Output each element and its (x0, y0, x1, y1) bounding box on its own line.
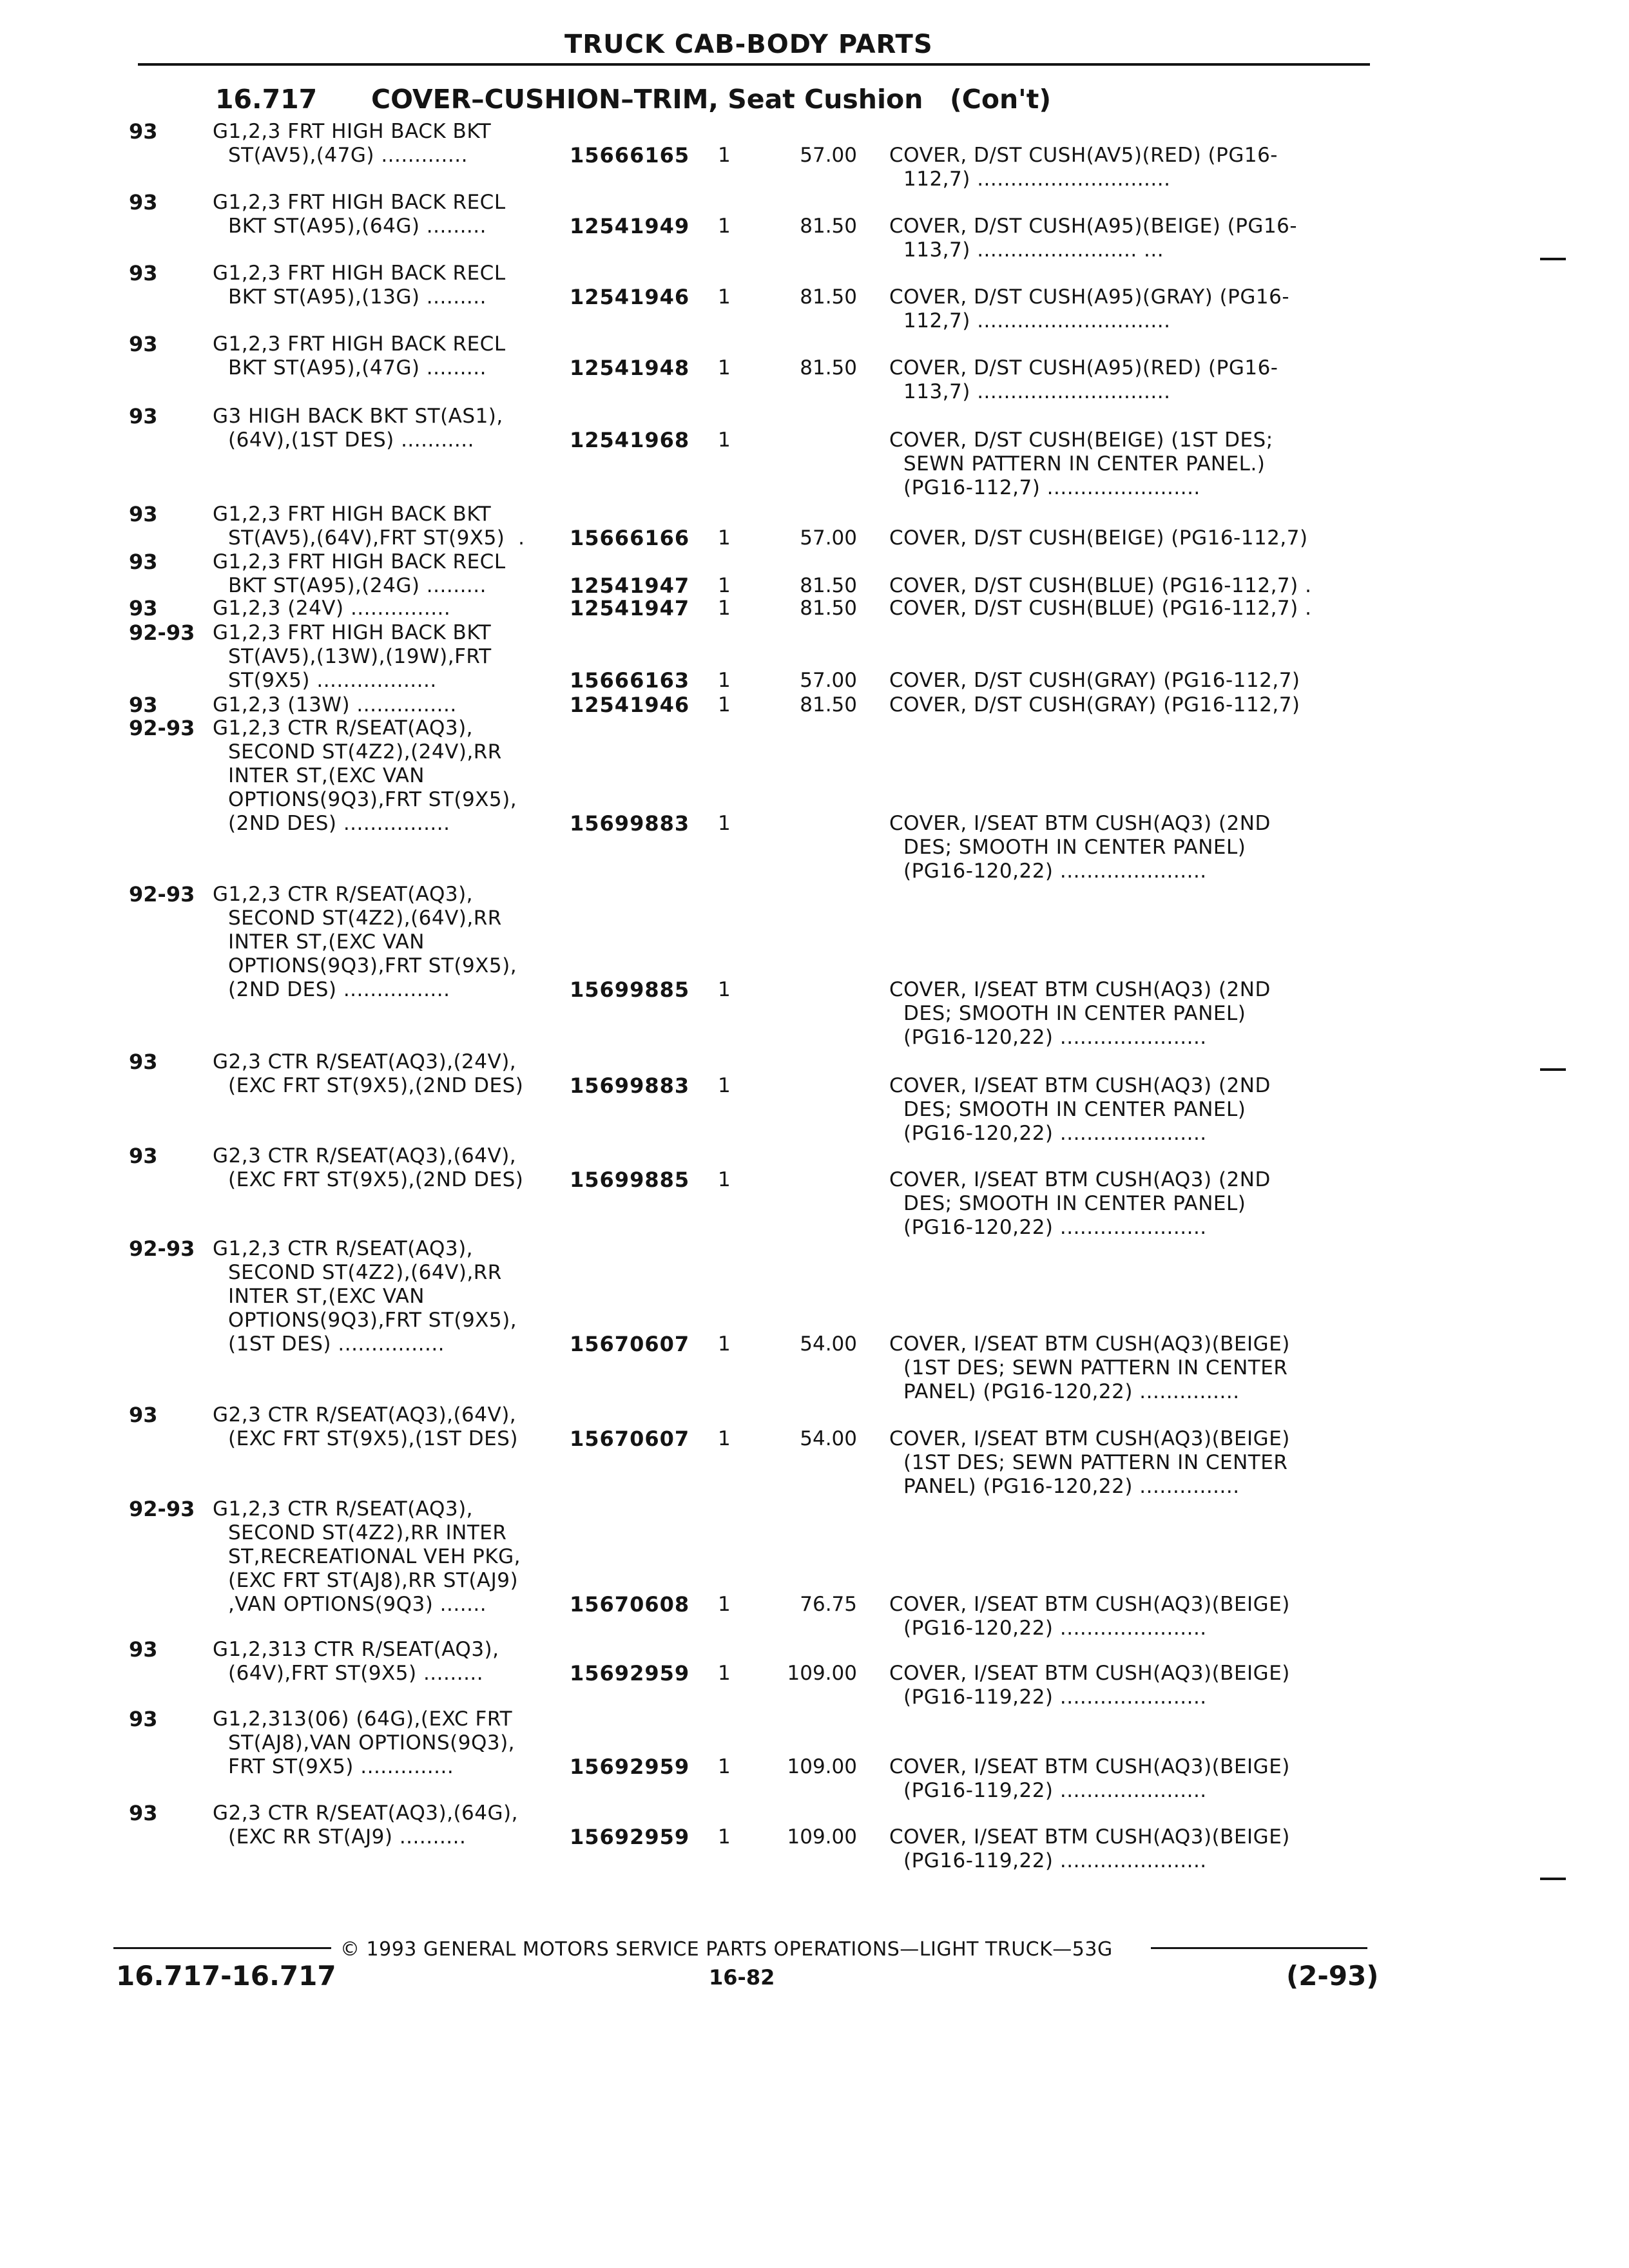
description-line: OPTIONS(9Q3),FRT ST(9X5), (228, 788, 517, 811)
description-line: BKT ST(A95),(64G) ......... (228, 215, 487, 238)
quantity: 1 (718, 215, 731, 238)
margin-change-mark (1540, 1878, 1566, 1880)
part-name-line: COVER, D/ST CUSH(GRAY) (PG16-112,7) (889, 669, 1300, 692)
application-description (213, 1802, 558, 1849)
description-line: (1ST DES) ................ (228, 1332, 445, 1356)
description-line: (EXC FRT ST(9X5),(1ST DES) (228, 1427, 518, 1450)
quantity: 1 (718, 1593, 731, 1616)
part-name (889, 669, 1366, 693)
quantity: 1 (718, 144, 731, 167)
price: 81.50 (800, 285, 857, 309)
model-year: 92-93 (129, 716, 195, 740)
price: 81.50 (800, 693, 857, 716)
description-line: OPTIONS(9Q3),FRT ST(9X5), (228, 954, 517, 977)
description-line: G1,2,3 FRT HIGH BACK BKT (213, 503, 492, 526)
description-line: BKT ST(A95),(47G) ......... (228, 356, 487, 380)
description-line: G1,2,313 CTR R/SEAT(AQ3), (213, 1638, 499, 1661)
application-description (213, 191, 558, 238)
description-line: ,VAN OPTIONS(9Q3) ....... (228, 1593, 487, 1616)
quantity: 1 (718, 978, 731, 1001)
part-number: 15692959 (570, 1825, 690, 1849)
footer-copyright: © 1993 GENERAL MOTORS SERVICE PARTS OPERATIONS—LIGHT TRUCK—53G (340, 1938, 1113, 1961)
description-line: BKT ST(A95),(24G) ......... (228, 574, 487, 597)
description-line: G1,2,3 FRT HIGH BACK RECL (213, 550, 506, 573)
part-name-line: (PG16-120,22) ...................... (903, 860, 1207, 883)
application-description (213, 550, 558, 598)
application-description (213, 1237, 558, 1356)
quantity: 1 (718, 428, 731, 452)
part-name-line: COVER, I/SEAT BTM CUSH(AQ3)(BEIGE) (889, 1755, 1290, 1778)
part-name (889, 526, 1366, 550)
quantity: 1 (718, 356, 731, 380)
description-line: SECOND ST(4Z2),(64V),RR (228, 907, 502, 930)
footer-rule-left (113, 1947, 331, 1949)
description-line: G2,3 CTR R/SEAT(AQ3),(24V), (213, 1050, 517, 1073)
part-name-line: (PG16-112,7) ....................... (903, 476, 1200, 499)
price: 76.75 (800, 1593, 857, 1616)
description-line: INTER ST,(EXC VAN (228, 764, 425, 787)
part-name-line: COVER, D/ST CUSH(GRAY) (PG16-112,7) (889, 693, 1300, 716)
price: 81.50 (800, 356, 857, 380)
quantity: 1 (718, 526, 731, 550)
description-line: (64V),FRT ST(9X5) ......... (228, 1662, 484, 1685)
part-number: 15670607 (570, 1332, 690, 1356)
description-line: INTER ST,(EXC VAN (228, 930, 425, 954)
part-name-line: COVER, I/SEAT BTM CUSH(AQ3) (2ND (889, 1168, 1271, 1191)
description-line: G1,2,3 (24V) ............... (213, 597, 451, 620)
part-name-line: COVER, I/SEAT BTM CUSH(AQ3)(BEIGE) (889, 1662, 1290, 1685)
part-name-line: COVER, I/SEAT BTM CUSH(AQ3) (2ND (889, 1074, 1271, 1097)
model-year: 93 (129, 693, 158, 717)
quantity: 1 (718, 1662, 731, 1685)
model-year: 93 (129, 550, 158, 574)
part-name-line: COVER, I/SEAT BTM CUSH(AQ3)(BEIGE) (889, 1427, 1290, 1450)
description-line: ST,RECREATIONAL VEH PKG, (228, 1545, 521, 1568)
application-description (213, 693, 558, 717)
description-line: G1,2,3 FRT HIGH BACK RECL (213, 332, 506, 356)
description-line: G1,2,3 FRT HIGH BACK BKT (213, 120, 492, 143)
quantity: 1 (718, 1755, 731, 1778)
price: 81.50 (800, 597, 857, 620)
part-name (889, 285, 1366, 333)
quantity: 1 (718, 597, 731, 620)
part-name (889, 356, 1366, 404)
description-line: (EXC FRT ST(9X5),(2ND DES) (228, 1168, 524, 1191)
description-line: (2ND DES) ................ (228, 978, 450, 1001)
part-name (889, 1755, 1366, 1803)
application-description (213, 1403, 558, 1451)
description-line: G1,2,3 CTR R/SEAT(AQ3), (213, 1237, 474, 1260)
application-description (213, 1707, 558, 1779)
application-description (213, 120, 558, 168)
description-line: SECOND ST(4Z2),(24V),RR (228, 740, 502, 764)
model-year: 93 (129, 1637, 158, 1662)
part-name-line: (1ST DES; SEWN PATTERN IN CENTER (903, 1451, 1288, 1474)
price: 54.00 (800, 1427, 857, 1450)
quantity: 1 (718, 1825, 731, 1849)
quantity: 1 (718, 669, 731, 692)
part-name-line: COVER, D/ST CUSH(A95)(BEIGE) (PG16- (889, 215, 1298, 238)
part-name (889, 215, 1366, 262)
description-line: BKT ST(A95),(13G) ......... (228, 285, 487, 309)
part-number: 12541949 (570, 214, 690, 238)
part-name (889, 812, 1366, 883)
part-name-line: 113,7) ........................ ... (903, 238, 1164, 262)
description-line: G1,2,3 FRT HIGH BACK BKT (213, 621, 492, 644)
description-line: G1,2,313(06) (64G),(EXC FRT (213, 1707, 513, 1731)
description-line: (EXC FRT ST(9X5),(2ND DES) (228, 1074, 524, 1097)
margin-change-mark (1540, 258, 1566, 260)
section-title: COVER–CUSHION–TRIM, Seat Cushion (371, 84, 923, 115)
model-year: 93 (129, 332, 158, 356)
part-number: 12541947 (570, 596, 690, 620)
part-name-line: COVER, D/ST CUSH(BLUE) (PG16-112,7) . (889, 574, 1312, 597)
part-name-line: COVER, I/SEAT BTM CUSH(AQ3) (2ND (889, 978, 1271, 1001)
part-name-line: (1ST DES; SEWN PATTERN IN CENTER (903, 1356, 1288, 1379)
footer-rule-right (1151, 1947, 1367, 1949)
part-name (889, 1168, 1366, 1240)
price: 57.00 (800, 526, 857, 550)
part-name-line: 112,7) ............................. (903, 309, 1171, 332)
model-year: 92-93 (129, 1497, 195, 1521)
description-line: INTER ST,(EXC VAN (228, 1285, 425, 1308)
description-line: G1,2,3 (13W) ............... (213, 693, 457, 716)
part-name-line: (PG16-120,22) ...................... (903, 1026, 1207, 1049)
part-number: 12541946 (570, 693, 690, 717)
model-year: 93 (129, 1050, 158, 1074)
part-name (889, 597, 1366, 620)
part-name-line: COVER, I/SEAT BTM CUSH(AQ3) (2ND (889, 812, 1271, 835)
part-name-line: PANEL) (PG16-120,22) ............... (903, 1380, 1240, 1403)
quantity: 1 (718, 1427, 731, 1450)
model-year: 93 (129, 1144, 158, 1168)
description-line: ST(AJ8),VAN OPTIONS(9Q3), (228, 1731, 516, 1754)
description-line: (2ND DES) ................ (228, 812, 450, 835)
part-name-line: 112,7) ............................. (903, 168, 1171, 191)
description-line: G2,3 CTR R/SEAT(AQ3),(64G), (213, 1802, 518, 1825)
description-line: FRT ST(9X5) .............. (228, 1755, 454, 1778)
model-year: 93 (129, 502, 158, 526)
part-number: 12541947 (570, 573, 690, 598)
part-name-line: DES; SMOOTH IN CENTER PANEL) (903, 836, 1246, 859)
description-line: ST(AV5),(13W),(19W),FRT (228, 645, 492, 668)
page-header-title: TRUCK CAB-BODY PARTS (564, 30, 933, 59)
application-description (213, 716, 558, 836)
application-description (213, 597, 558, 620)
model-year: 93 (129, 1707, 158, 1731)
footer-section-range: 16.717-16.717 (116, 1960, 336, 1992)
description-line: G2,3 CTR R/SEAT(AQ3),(64V), (213, 1403, 517, 1427)
part-number: 15692959 (570, 1754, 690, 1779)
description-line: G1,2,3 CTR R/SEAT(AQ3), (213, 1497, 474, 1521)
part-name (889, 1662, 1366, 1709)
model-year: 93 (129, 596, 158, 620)
part-name-line: DES; SMOOTH IN CENTER PANEL) (903, 1098, 1246, 1121)
part-number: 15666163 (570, 668, 690, 693)
application-description (213, 621, 558, 693)
part-name-line: COVER, D/ST CUSH(A95)(RED) (PG16- (889, 356, 1278, 380)
model-year: 92-93 (129, 1236, 195, 1261)
part-number: 15699883 (570, 811, 690, 836)
price: 109.00 (787, 1755, 857, 1778)
part-name-line: COVER, D/ST CUSH(BEIGE) (PG16-112,7) (889, 526, 1308, 550)
part-name-line: COVER, I/SEAT BTM CUSH(AQ3)(BEIGE) (889, 1825, 1290, 1849)
price: 54.00 (800, 1332, 857, 1356)
section-continued: (Con't) (950, 84, 1052, 115)
description-line: (EXC FRT ST(AJ8),RR ST(AJ9) (228, 1569, 519, 1592)
part-name-line: PANEL) (PG16-120,22) ............... (903, 1475, 1240, 1498)
part-name (889, 693, 1366, 717)
application-description (213, 883, 558, 1002)
quantity: 1 (718, 1332, 731, 1356)
part-name-line: (PG16-120,22) ...................... (903, 1617, 1207, 1640)
description-line: (EXC RR ST(AJ9) .......... (228, 1825, 467, 1849)
model-year: 92-93 (129, 882, 195, 907)
model-year: 93 (129, 190, 158, 215)
part-number: 12541968 (570, 428, 690, 452)
part-name-line: DES; SMOOTH IN CENTER PANEL) (903, 1192, 1246, 1215)
model-year: 92-93 (129, 620, 195, 645)
quantity: 1 (718, 693, 731, 716)
part-name (889, 1427, 1366, 1499)
part-name-line: (PG16-120,22) ...................... (903, 1122, 1207, 1145)
section-number: 16.717 (215, 84, 318, 115)
part-number: 12541946 (570, 285, 690, 309)
application-description (213, 332, 558, 380)
description-line: G3 HIGH BACK BKT ST(AS1), (213, 405, 503, 428)
price: 109.00 (787, 1662, 857, 1685)
part-number: 12541948 (570, 356, 690, 380)
model-year: 93 (129, 1801, 158, 1825)
application-description (213, 1144, 558, 1192)
quantity: 1 (718, 812, 731, 835)
part-name (889, 1332, 1366, 1404)
part-number: 15699883 (570, 1073, 690, 1098)
application-description (213, 405, 558, 452)
model-year: 93 (129, 404, 158, 428)
application-description (213, 503, 558, 550)
quantity: 1 (718, 1168, 731, 1191)
description-line: ST(9X5) .................. (228, 669, 437, 692)
model-year: 93 (129, 1403, 158, 1427)
model-year: 93 (129, 261, 158, 285)
part-name-line: COVER, D/ST CUSH(A95)(GRAY) (PG16- (889, 285, 1290, 309)
part-name-line: COVER, D/ST CUSH(BLUE) (PG16-112,7) . (889, 597, 1312, 620)
price: 57.00 (800, 669, 857, 692)
part-number: 15699885 (570, 977, 690, 1002)
model-year: 93 (129, 119, 158, 144)
price: 81.50 (800, 574, 857, 597)
quantity: 1 (718, 285, 731, 309)
part-name (889, 1825, 1366, 1873)
description-line: G1,2,3 CTR R/SEAT(AQ3), (213, 883, 474, 906)
part-number: 15670608 (570, 1592, 690, 1617)
description-line: ST(AV5),(64V),FRT ST(9X5) . (228, 526, 525, 550)
footer-revision-date: (2-93) (1286, 1960, 1379, 1992)
part-name (889, 428, 1366, 500)
part-name-line: COVER, I/SEAT BTM CUSH(AQ3)(BEIGE) (889, 1332, 1290, 1356)
application-description (213, 1638, 558, 1686)
application-description (213, 1050, 558, 1098)
description-line: ST(AV5),(47G) ............. (228, 144, 468, 167)
part-name-line: COVER, I/SEAT BTM CUSH(AQ3)(BEIGE) (889, 1593, 1290, 1616)
part-name-line: COVER, D/ST CUSH(BEIGE) (1ST DES; (889, 428, 1273, 452)
part-name-line: (PG16-119,22) ...................... (903, 1686, 1207, 1709)
part-name-line: COVER, D/ST CUSH(AV5)(RED) (PG16- (889, 144, 1278, 167)
part-number: 15699885 (570, 1168, 690, 1192)
description-line: G1,2,3 FRT HIGH BACK RECL (213, 262, 506, 285)
description-line: G2,3 CTR R/SEAT(AQ3),(64V), (213, 1144, 517, 1168)
header-rule (138, 63, 1370, 66)
description-line: SECOND ST(4Z2),RR INTER (228, 1521, 507, 1544)
part-name-line: (PG16-119,22) ...................... (903, 1779, 1207, 1802)
part-name (889, 1593, 1366, 1640)
quantity: 1 (718, 1074, 731, 1097)
margin-change-mark (1540, 1068, 1566, 1071)
application-description (213, 262, 558, 309)
description-line: (64V),(1ST DES) ........... (228, 428, 474, 452)
description-line: OPTIONS(9Q3),FRT ST(9X5), (228, 1309, 517, 1332)
description-line: G1,2,3 FRT HIGH BACK RECL (213, 191, 506, 214)
description-line: G1,2,3 CTR R/SEAT(AQ3), (213, 716, 474, 740)
part-number: 15692959 (570, 1661, 690, 1686)
part-name-line: DES; SMOOTH IN CENTER PANEL) (903, 1002, 1246, 1025)
price: 57.00 (800, 144, 857, 167)
part-name-line: SEWN PATTERN IN CENTER PANEL.) (903, 452, 1266, 476)
part-name-line: (PG16-119,22) ...................... (903, 1849, 1207, 1872)
part-name (889, 574, 1366, 598)
price: 81.50 (800, 215, 857, 238)
part-name-line: (PG16-120,22) ...................... (903, 1216, 1207, 1239)
part-name (889, 1074, 1366, 1146)
part-number: 15670607 (570, 1427, 690, 1451)
quantity: 1 (718, 574, 731, 597)
part-number: 15666166 (570, 526, 690, 550)
part-name-line: 113,7) ............................. (903, 380, 1171, 403)
footer-page-number: 16-82 (709, 1965, 775, 1990)
part-name (889, 978, 1366, 1050)
part-name (889, 144, 1366, 191)
description-line: SECOND ST(4Z2),(64V),RR (228, 1261, 502, 1284)
part-number: 15666165 (570, 143, 690, 168)
price: 109.00 (787, 1825, 857, 1849)
application-description (213, 1497, 558, 1617)
